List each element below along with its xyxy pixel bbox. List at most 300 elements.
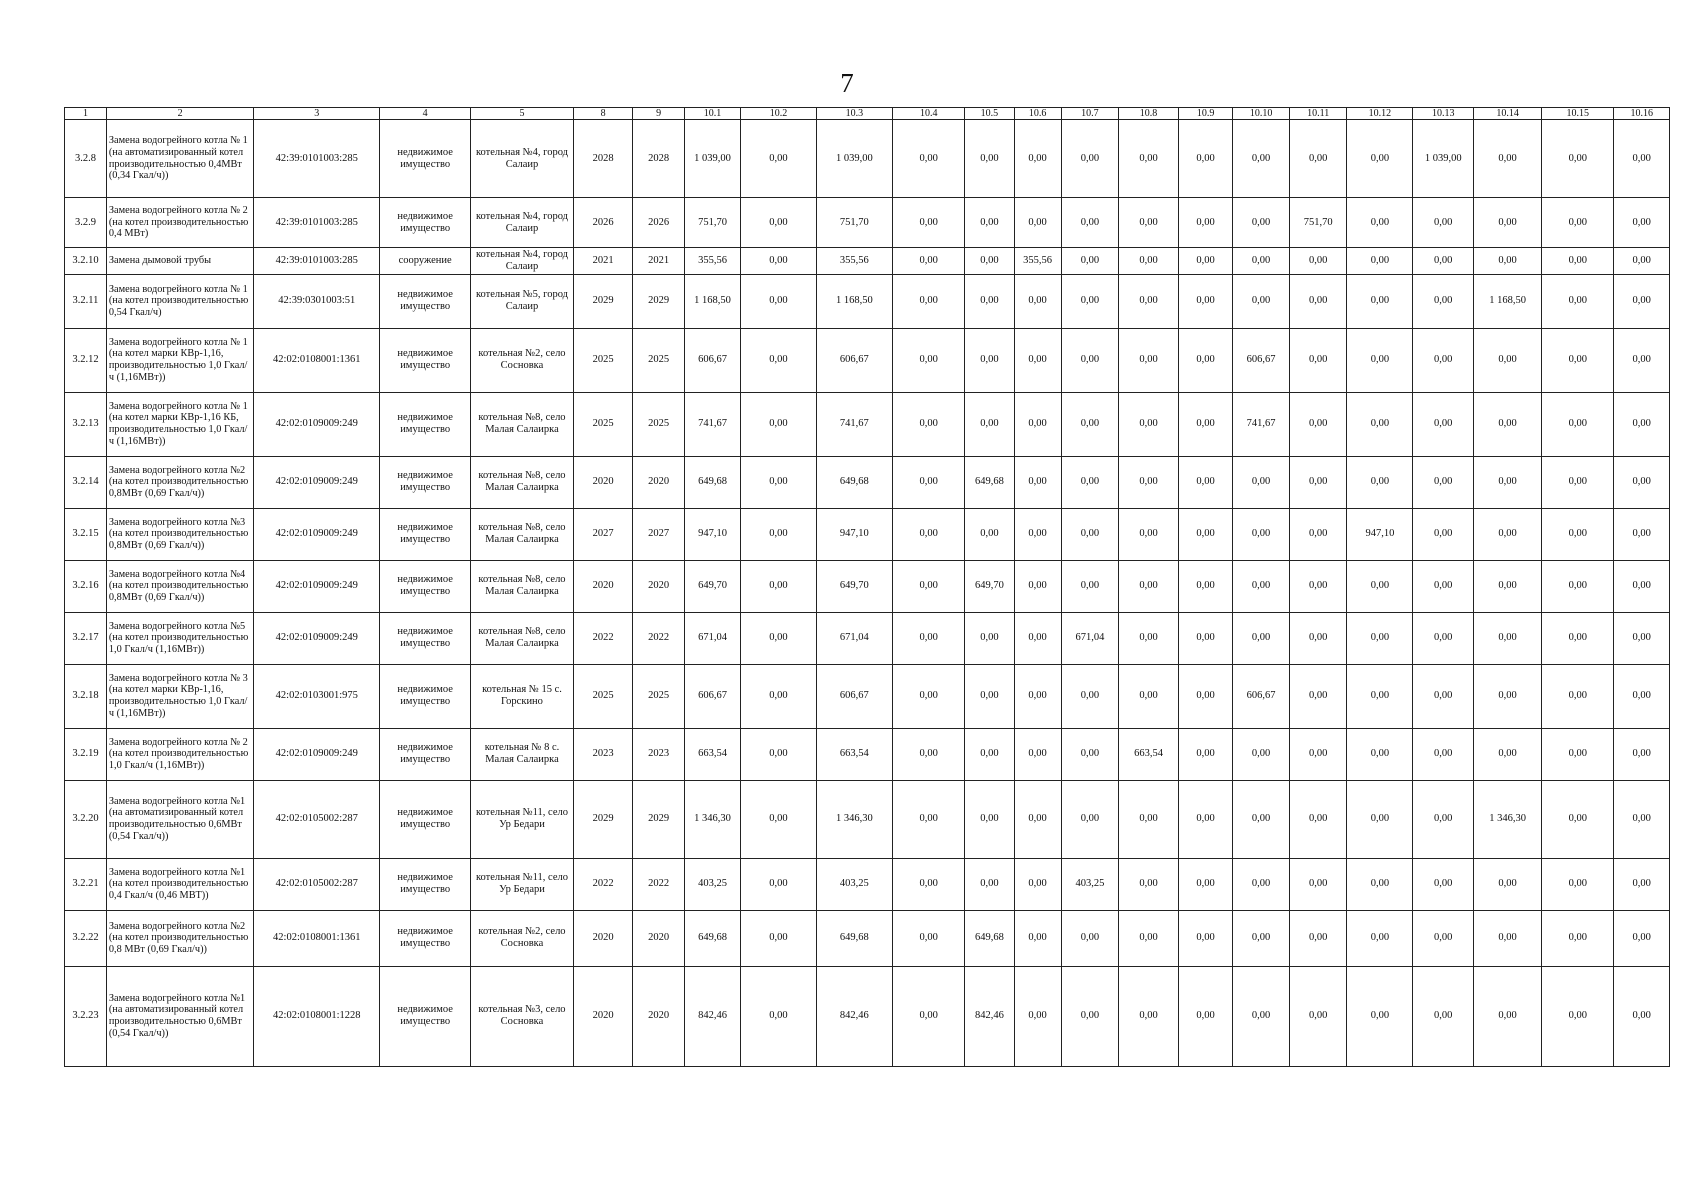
table-row xyxy=(65,728,1670,780)
table-cell: 649,68 xyxy=(965,456,1014,508)
description-cell: Замена водогрейного котла №1 (на автоматизированный котел производительностью 0,6МВт (0,54 Гкал/ч)) xyxy=(106,966,254,1066)
table-cell: 671,04 xyxy=(684,612,741,664)
table-cell: 0,00 xyxy=(1061,198,1119,248)
table-cell: 741,67 xyxy=(816,392,892,456)
row-number-cell: 3.2.20 xyxy=(65,780,107,858)
table-cell: 2023 xyxy=(633,728,684,780)
column-header: 5 xyxy=(471,108,574,120)
table-cell: 649,68 xyxy=(816,456,892,508)
table-cell: 0,00 xyxy=(893,910,965,966)
table-cell: 0,00 xyxy=(741,120,816,198)
table-cell: 0,00 xyxy=(1014,858,1061,910)
table-cell: 606,67 xyxy=(684,664,741,728)
table-cell: 0,00 xyxy=(1474,664,1542,728)
table-cell: 0,00 xyxy=(1061,392,1119,456)
table-cell: 0,00 xyxy=(1061,780,1119,858)
table-cell: 0,00 xyxy=(1347,560,1413,612)
table-cell: 0,00 xyxy=(1413,560,1474,612)
table-cell: 649,68 xyxy=(816,910,892,966)
description-cell: Замена водогрейного котла № 2 (на котел производительностью 0,4 МВт) xyxy=(106,198,254,248)
table-cell: 403,25 xyxy=(1061,858,1119,910)
table-cell: 0,00 xyxy=(1289,120,1347,198)
table-cell: 0,00 xyxy=(1233,560,1290,612)
table-cell: 0,00 xyxy=(1178,664,1232,728)
description-cell: Замена водогрейного котла № 1 (на котел марки КВр-1,16, производительностью 1,0 Гкал/ч (1,16МВт)) xyxy=(106,328,254,392)
table-cell: 0,00 xyxy=(1119,392,1179,456)
table-cell: котельная №8, село Малая Салаирка xyxy=(471,508,574,560)
row-number-cell: 3.2.19 xyxy=(65,728,107,780)
table-cell: 751,70 xyxy=(816,198,892,248)
table-cell: 0,00 xyxy=(1474,248,1542,275)
table-cell: 0,00 xyxy=(1542,858,1614,910)
table-cell: 0,00 xyxy=(1614,664,1670,728)
table-cell: 0,00 xyxy=(741,456,816,508)
table-cell: 0,00 xyxy=(1542,664,1614,728)
table-cell: 0,00 xyxy=(1289,966,1347,1066)
table-cell: 0,00 xyxy=(1347,392,1413,456)
table-cell: 355,56 xyxy=(816,248,892,275)
table-cell: 649,70 xyxy=(684,560,741,612)
table-cell: 2029 xyxy=(573,780,633,858)
table-cell: 0,00 xyxy=(1061,328,1119,392)
table-cell: 0,00 xyxy=(1178,248,1232,275)
table-cell: 0,00 xyxy=(1289,274,1347,328)
table-cell: 0,00 xyxy=(1014,780,1061,858)
table-cell: 2022 xyxy=(633,612,684,664)
table-cell: 0,00 xyxy=(1289,910,1347,966)
table-cell: 0,00 xyxy=(965,274,1014,328)
table-cell: 355,56 xyxy=(1014,248,1061,275)
description-cell: Замена водогрейного котла №1 (на автоматизированный котел производительностью 0,6МВт (0,54 Гкал/ч)) xyxy=(106,780,254,858)
table-cell: 42:39:0101003:285 xyxy=(254,198,380,248)
table-cell: 0,00 xyxy=(965,198,1014,248)
table-cell: 0,00 xyxy=(1413,780,1474,858)
description-cell: Замена водогрейного котла № 2 (на котел производительностью 1,0 Гкал/ч (1,16МВт)) xyxy=(106,728,254,780)
table-cell: 42:02:0109009:249 xyxy=(254,612,380,664)
table-cell: 0,00 xyxy=(1119,198,1179,248)
table-cell: 842,46 xyxy=(965,966,1014,1066)
table-cell: котельная № 15 с. Горскино xyxy=(471,664,574,728)
table-cell: 403,25 xyxy=(684,858,741,910)
table-cell: 0,00 xyxy=(1014,120,1061,198)
table-cell: 0,00 xyxy=(1413,664,1474,728)
table-cell: 0,00 xyxy=(1542,392,1614,456)
table-row xyxy=(65,508,1670,560)
table-cell: 0,00 xyxy=(741,392,816,456)
table-row xyxy=(65,910,1670,966)
table-row xyxy=(65,966,1670,1066)
description-cell: Замена водогрейного котла №3 (на котел производительностью 0,8МВт (0,69 Гкал/ч)) xyxy=(106,508,254,560)
table-cell: 0,00 xyxy=(1014,198,1061,248)
row-number-cell: 3.2.21 xyxy=(65,858,107,910)
table-cell: 0,00 xyxy=(1289,456,1347,508)
table-cell: 0,00 xyxy=(893,508,965,560)
table-cell: 1 346,30 xyxy=(816,780,892,858)
table-cell: 751,70 xyxy=(684,198,741,248)
table-cell: 0,00 xyxy=(965,392,1014,456)
table-cell: 0,00 xyxy=(1347,456,1413,508)
table-cell: 0,00 xyxy=(1233,858,1290,910)
table-cell: 0,00 xyxy=(893,456,965,508)
table-cell: 0,00 xyxy=(1061,910,1119,966)
table-cell: 0,00 xyxy=(1233,456,1290,508)
table-cell: 0,00 xyxy=(1347,780,1413,858)
table-cell: 2025 xyxy=(573,392,633,456)
table-cell: 0,00 xyxy=(965,248,1014,275)
table-cell: недвижимое имущество xyxy=(380,392,471,456)
table-row xyxy=(65,780,1670,858)
table-cell: 0,00 xyxy=(1413,612,1474,664)
table-cell: 0,00 xyxy=(1614,612,1670,664)
table-cell: 0,00 xyxy=(1061,508,1119,560)
table-cell: 0,00 xyxy=(1289,392,1347,456)
table-cell: 671,04 xyxy=(1061,612,1119,664)
table-cell: 0,00 xyxy=(1119,966,1179,1066)
table-cell: 0,00 xyxy=(1413,728,1474,780)
table-cell: 0,00 xyxy=(1347,966,1413,1066)
row-number-cell: 3.2.23 xyxy=(65,966,107,1066)
table-cell: 42:02:0105002:287 xyxy=(254,780,380,858)
table-cell: 0,00 xyxy=(893,966,965,1066)
table-cell: 0,00 xyxy=(1474,508,1542,560)
column-header: 10.16 xyxy=(1614,108,1670,120)
table-cell: 0,00 xyxy=(741,328,816,392)
table-cell: 0,00 xyxy=(1614,328,1670,392)
description-cell: Замена водогрейного котла № 3 (на котел марки КВр-1,16, производительностью 1,0 Гкал/ч (1,16МВт)) xyxy=(106,664,254,728)
table-cell: 0,00 xyxy=(1178,274,1232,328)
column-header: 10.4 xyxy=(893,108,965,120)
table-cell: котельная №11, село Ур Бедари xyxy=(471,780,574,858)
table-cell: 2020 xyxy=(573,560,633,612)
table-cell: 2026 xyxy=(633,198,684,248)
table-cell: 0,00 xyxy=(1014,456,1061,508)
table-cell: 42:39:0301003:51 xyxy=(254,274,380,328)
table-cell: 2025 xyxy=(633,328,684,392)
table-cell: 0,00 xyxy=(1289,664,1347,728)
table-cell: 42:02:0103001:975 xyxy=(254,664,380,728)
table-cell: 0,00 xyxy=(741,910,816,966)
table-cell: 0,00 xyxy=(741,198,816,248)
table-cell: 741,67 xyxy=(1233,392,1290,456)
table-cell: 0,00 xyxy=(741,612,816,664)
table-row xyxy=(65,392,1670,456)
table-cell: 0,00 xyxy=(1542,248,1614,275)
table-cell: 0,00 xyxy=(1119,248,1179,275)
table-cell: 0,00 xyxy=(1413,910,1474,966)
table-cell: 649,68 xyxy=(965,910,1014,966)
row-number-cell: 3.2.18 xyxy=(65,664,107,728)
table-cell: 2020 xyxy=(573,910,633,966)
column-header: 10.3 xyxy=(816,108,892,120)
table-row xyxy=(65,560,1670,612)
column-header: 10.9 xyxy=(1178,108,1232,120)
column-header: 10.8 xyxy=(1119,108,1179,120)
column-header: 10.10 xyxy=(1233,108,1290,120)
table-cell: 0,00 xyxy=(1474,728,1542,780)
table-cell: 0,00 xyxy=(741,858,816,910)
table-cell: 0,00 xyxy=(1233,508,1290,560)
table-cell: 2020 xyxy=(633,560,684,612)
table-cell: 0,00 xyxy=(1289,328,1347,392)
table-body xyxy=(65,108,1670,1067)
table-cell: недвижимое имущество xyxy=(380,966,471,1066)
table-cell: 0,00 xyxy=(1542,728,1614,780)
table-cell: 0,00 xyxy=(1061,274,1119,328)
table-cell: недвижимое имущество xyxy=(380,858,471,910)
table-cell: 0,00 xyxy=(1614,392,1670,456)
table-cell: 0,00 xyxy=(1347,328,1413,392)
table-cell: 0,00 xyxy=(741,508,816,560)
table-cell: 0,00 xyxy=(893,392,965,456)
table-cell: 663,54 xyxy=(684,728,741,780)
row-number-cell: 3.2.12 xyxy=(65,328,107,392)
column-header: 3 xyxy=(254,108,380,120)
table-row xyxy=(65,456,1670,508)
table-cell: 2020 xyxy=(633,910,684,966)
column-header: 10.7 xyxy=(1061,108,1119,120)
table-row xyxy=(65,120,1670,198)
row-number-cell: 3.2.22 xyxy=(65,910,107,966)
table-cell: 0,00 xyxy=(1542,328,1614,392)
table-cell: 0,00 xyxy=(1178,612,1232,664)
table-cell: 0,00 xyxy=(1178,328,1232,392)
table-cell: 0,00 xyxy=(1233,198,1290,248)
table-cell: 0,00 xyxy=(1413,392,1474,456)
table-cell: 0,00 xyxy=(1542,508,1614,560)
table-cell: недвижимое имущество xyxy=(380,728,471,780)
table-cell: 0,00 xyxy=(893,858,965,910)
table-cell: 0,00 xyxy=(893,664,965,728)
table-cell: 0,00 xyxy=(1061,456,1119,508)
table-cell: 0,00 xyxy=(893,728,965,780)
table-cell: 606,67 xyxy=(1233,328,1290,392)
table-cell: 0,00 xyxy=(1347,910,1413,966)
table-cell: 42:02:0108001:1361 xyxy=(254,910,380,966)
table-cell: недвижимое имущество xyxy=(380,120,471,198)
table-cell: 2025 xyxy=(633,664,684,728)
table-cell: 0,00 xyxy=(1542,274,1614,328)
table-cell: недвижимое имущество xyxy=(380,560,471,612)
column-header: 10.5 xyxy=(965,108,1014,120)
table-row xyxy=(65,248,1670,275)
table-cell: 0,00 xyxy=(1542,780,1614,858)
table-cell: 0,00 xyxy=(1119,910,1179,966)
column-header: 10.15 xyxy=(1542,108,1614,120)
row-number-cell: 3.2.8 xyxy=(65,120,107,198)
table-cell: 2022 xyxy=(573,612,633,664)
table-cell: 0,00 xyxy=(1614,456,1670,508)
description-cell: Замена водогрейного котла №5 (на котел производительностью 1,0 Гкал/ч (1,16МВт)) xyxy=(106,612,254,664)
table-cell: 0,00 xyxy=(1014,560,1061,612)
table-cell: 0,00 xyxy=(1178,966,1232,1066)
table-cell: 42:02:0109009:249 xyxy=(254,508,380,560)
table-cell: 0,00 xyxy=(1347,858,1413,910)
table-cell: 0,00 xyxy=(1542,198,1614,248)
table-cell: 0,00 xyxy=(1119,456,1179,508)
table-cell: 1 346,30 xyxy=(684,780,741,858)
table-cell: 1 346,30 xyxy=(1474,780,1542,858)
table-cell: 0,00 xyxy=(1542,612,1614,664)
table-cell: 0,00 xyxy=(893,248,965,275)
table-cell: 2029 xyxy=(633,780,684,858)
table-cell: котельная № 8 с. Малая Салаирка xyxy=(471,728,574,780)
table-cell: 0,00 xyxy=(1119,120,1179,198)
table-cell: 0,00 xyxy=(893,198,965,248)
table-cell: 0,00 xyxy=(1014,728,1061,780)
table-cell: 0,00 xyxy=(1614,560,1670,612)
table-cell: 0,00 xyxy=(1119,560,1179,612)
table-cell: 0,00 xyxy=(1542,456,1614,508)
table-cell: 0,00 xyxy=(741,560,816,612)
table-cell: 0,00 xyxy=(1061,966,1119,1066)
table-cell: 2029 xyxy=(633,274,684,328)
table-cell: 0,00 xyxy=(1014,910,1061,966)
table-cell: 0,00 xyxy=(1233,274,1290,328)
description-cell: Замена дымовой трубы xyxy=(106,248,254,275)
table-cell: 947,10 xyxy=(1347,508,1413,560)
table-cell: 42:02:0109009:249 xyxy=(254,392,380,456)
table-cell: недвижимое имущество xyxy=(380,508,471,560)
row-number-cell: 3.2.10 xyxy=(65,248,107,275)
table-cell: 2029 xyxy=(573,274,633,328)
column-header: 2 xyxy=(106,108,254,120)
table-cell: 0,00 xyxy=(1474,392,1542,456)
table-cell: 649,68 xyxy=(684,910,741,966)
table-cell: 0,00 xyxy=(893,612,965,664)
table-cell: 0,00 xyxy=(965,858,1014,910)
table-cell: 0,00 xyxy=(1178,392,1232,456)
table-cell: 0,00 xyxy=(1014,392,1061,456)
column-header: 10.6 xyxy=(1014,108,1061,120)
row-number-cell: 3.2.17 xyxy=(65,612,107,664)
table-cell: 0,00 xyxy=(893,274,965,328)
table-cell: 0,00 xyxy=(1119,612,1179,664)
table-cell: 42:39:0101003:285 xyxy=(254,248,380,275)
table-cell: 0,00 xyxy=(1289,248,1347,275)
table-cell: 0,00 xyxy=(1178,198,1232,248)
table-cell: 2023 xyxy=(573,728,633,780)
table-cell: котельная №8, село Малая Салаирка xyxy=(471,392,574,456)
table-cell: 42:02:0108001:1361 xyxy=(254,328,380,392)
table-cell: 0,00 xyxy=(1061,248,1119,275)
description-cell: Замена водогрейного котла №1 (на котел производительностью 0,4 Гкал/ч (0,46 МВТ)) xyxy=(106,858,254,910)
table-cell: 2025 xyxy=(633,392,684,456)
table-cell: 403,25 xyxy=(816,858,892,910)
table-cell: 0,00 xyxy=(1014,274,1061,328)
table-cell: 2028 xyxy=(573,120,633,198)
table-cell: 0,00 xyxy=(1014,328,1061,392)
table-cell: 2027 xyxy=(633,508,684,560)
column-header: 8 xyxy=(573,108,633,120)
table-cell: 0,00 xyxy=(1289,560,1347,612)
table-cell: 606,67 xyxy=(684,328,741,392)
table-cell: 0,00 xyxy=(1119,858,1179,910)
table-cell: 0,00 xyxy=(1347,274,1413,328)
table-cell: 0,00 xyxy=(1014,966,1061,1066)
table-cell: 1 168,50 xyxy=(1474,274,1542,328)
table-cell: 0,00 xyxy=(1178,120,1232,198)
table-cell: 1 039,00 xyxy=(1413,120,1474,198)
table-cell: 0,00 xyxy=(1233,966,1290,1066)
table-cell: 355,56 xyxy=(684,248,741,275)
table-cell: котельная №4, город Салаир xyxy=(471,198,574,248)
table-cell: котельная №4, город Салаир xyxy=(471,248,574,275)
header-row xyxy=(65,108,1670,120)
table-cell: 0,00 xyxy=(1289,728,1347,780)
table-cell: 0,00 xyxy=(1413,328,1474,392)
table-cell: 0,00 xyxy=(1119,508,1179,560)
table-cell: 0,00 xyxy=(1474,966,1542,1066)
table-cell: 0,00 xyxy=(965,612,1014,664)
table-cell: 0,00 xyxy=(1289,780,1347,858)
table-cell: 0,00 xyxy=(1542,120,1614,198)
table-cell: котельная №2, село Сосновка xyxy=(471,328,574,392)
table-cell: 741,67 xyxy=(684,392,741,456)
table-cell: 0,00 xyxy=(1061,560,1119,612)
table-cell: 0,00 xyxy=(1289,508,1347,560)
table-cell: 947,10 xyxy=(816,508,892,560)
table-cell: 2020 xyxy=(633,966,684,1066)
table-cell: 947,10 xyxy=(684,508,741,560)
column-header: 10.1 xyxy=(684,108,741,120)
table-cell: 0,00 xyxy=(1614,728,1670,780)
table-cell: 0,00 xyxy=(1474,328,1542,392)
table-cell: 0,00 xyxy=(965,120,1014,198)
table-cell: 0,00 xyxy=(1413,508,1474,560)
table-row xyxy=(65,858,1670,910)
description-cell: Замена водогрейного котла № 1 (на котел марки КВр-1,16 КБ, производительностью 1,0 Гкал/ч (1,16МВт)) xyxy=(106,392,254,456)
row-number-cell: 3.2.15 xyxy=(65,508,107,560)
table-cell: 842,46 xyxy=(816,966,892,1066)
description-cell: Замена водогрейного котла № 1 (на автоматизированный котел производительностью 0,4МВт (0,34 Гкал/ч)) xyxy=(106,120,254,198)
table-cell: 42:02:0109009:249 xyxy=(254,560,380,612)
table-cell: 1 168,50 xyxy=(684,274,741,328)
table-cell: 649,70 xyxy=(816,560,892,612)
table-cell: 0,00 xyxy=(1542,966,1614,1066)
table-cell: котельная №3, село Сосновка xyxy=(471,966,574,1066)
table-cell: 0,00 xyxy=(893,780,965,858)
table-cell: 0,00 xyxy=(1614,780,1670,858)
description-cell: Замена водогрейного котла №2 (на котел производительностью 0,8МВт (0,69 Гкал/ч)) xyxy=(106,456,254,508)
table-cell: 2025 xyxy=(573,328,633,392)
table-cell: 0,00 xyxy=(1178,858,1232,910)
table-cell: 606,67 xyxy=(816,664,892,728)
table-row xyxy=(65,612,1670,664)
table-cell: недвижимое имущество xyxy=(380,456,471,508)
table-cell: 2027 xyxy=(573,508,633,560)
column-header: 10.14 xyxy=(1474,108,1542,120)
table-cell: 0,00 xyxy=(1061,664,1119,728)
table-cell: 0,00 xyxy=(1474,198,1542,248)
table-row xyxy=(65,664,1670,728)
table-cell: 0,00 xyxy=(741,780,816,858)
table-cell: котельная №11, село Ур Бедари xyxy=(471,858,574,910)
table-cell: 0,00 xyxy=(1014,612,1061,664)
table-cell: 0,00 xyxy=(1347,198,1413,248)
table-cell: 842,46 xyxy=(684,966,741,1066)
table-cell: 0,00 xyxy=(1614,274,1670,328)
row-number-cell: 3.2.16 xyxy=(65,560,107,612)
table-cell: 0,00 xyxy=(1614,966,1670,1066)
table-cell: 2022 xyxy=(633,858,684,910)
table-cell: 0,00 xyxy=(893,120,965,198)
table-cell: 0,00 xyxy=(1347,728,1413,780)
table-cell: 663,54 xyxy=(1119,728,1179,780)
table-cell: 42:02:0109009:249 xyxy=(254,728,380,780)
table-cell: 0,00 xyxy=(1014,508,1061,560)
table-cell: 0,00 xyxy=(1233,780,1290,858)
table-cell: 0,00 xyxy=(1014,664,1061,728)
